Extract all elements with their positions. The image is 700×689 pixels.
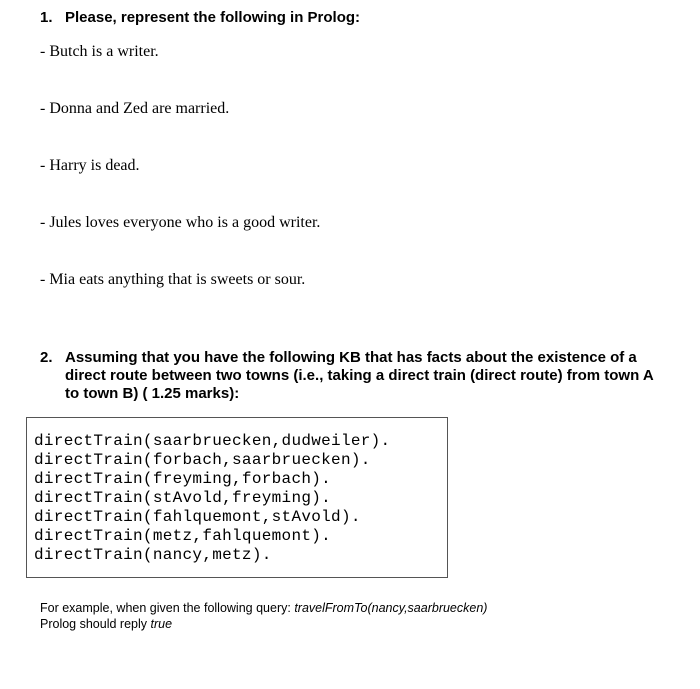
example-query: travelFromTo(nancy,saarbruecken): [294, 601, 488, 615]
example-reply-value: true: [150, 617, 173, 631]
code-line: directTrain(metz,fahlquemont).: [34, 527, 332, 545]
example-reply-prefix: Prolog should reply: [40, 617, 151, 631]
code-line: directTrain(nancy,metz).: [34, 546, 272, 564]
q1-item-butch: - Butch is a writer.: [40, 43, 159, 60]
question-2-number: 2.: [40, 349, 53, 366]
code-line: directTrain(freyming,forbach).: [34, 470, 332, 488]
question-2-heading: [40, 349, 670, 403]
question-1-number: 1.: [40, 9, 53, 26]
code-line: directTrain(forbach,saarbruecken).: [34, 451, 371, 469]
q1-item-jules: - Jules loves everyone who is a good writer.: [40, 214, 321, 231]
q1-item-harry: - Harry is dead.: [40, 157, 140, 174]
question-2-title: Assuming that you have the following KB that has facts about the existence of a direct route between two towns (i.e., taking a direct train (direct route) from town A to town B) ( 1.25 marks):: [65, 349, 654, 402]
example-paragraph: [40, 600, 487, 632]
question-1-title: Please, represent the following in Prolog:: [65, 9, 361, 26]
q1-item-mia: - Mia eats anything that is sweets or sour.: [40, 271, 306, 288]
code-line: directTrain(fahlquemont,stAvold).: [34, 508, 361, 526]
q1-item-donna-zed: - Donna and Zed are married.: [40, 100, 230, 117]
code-line: directTrain(saarbruecken,dudweiler).: [34, 432, 391, 450]
example-intro: For example, when given the following query:: [40, 601, 295, 615]
knowledge-base-code-block: [26, 417, 448, 578]
question-1-heading: [40, 9, 660, 27]
code-line: directTrain(stAvold,freyming).: [34, 489, 332, 507]
